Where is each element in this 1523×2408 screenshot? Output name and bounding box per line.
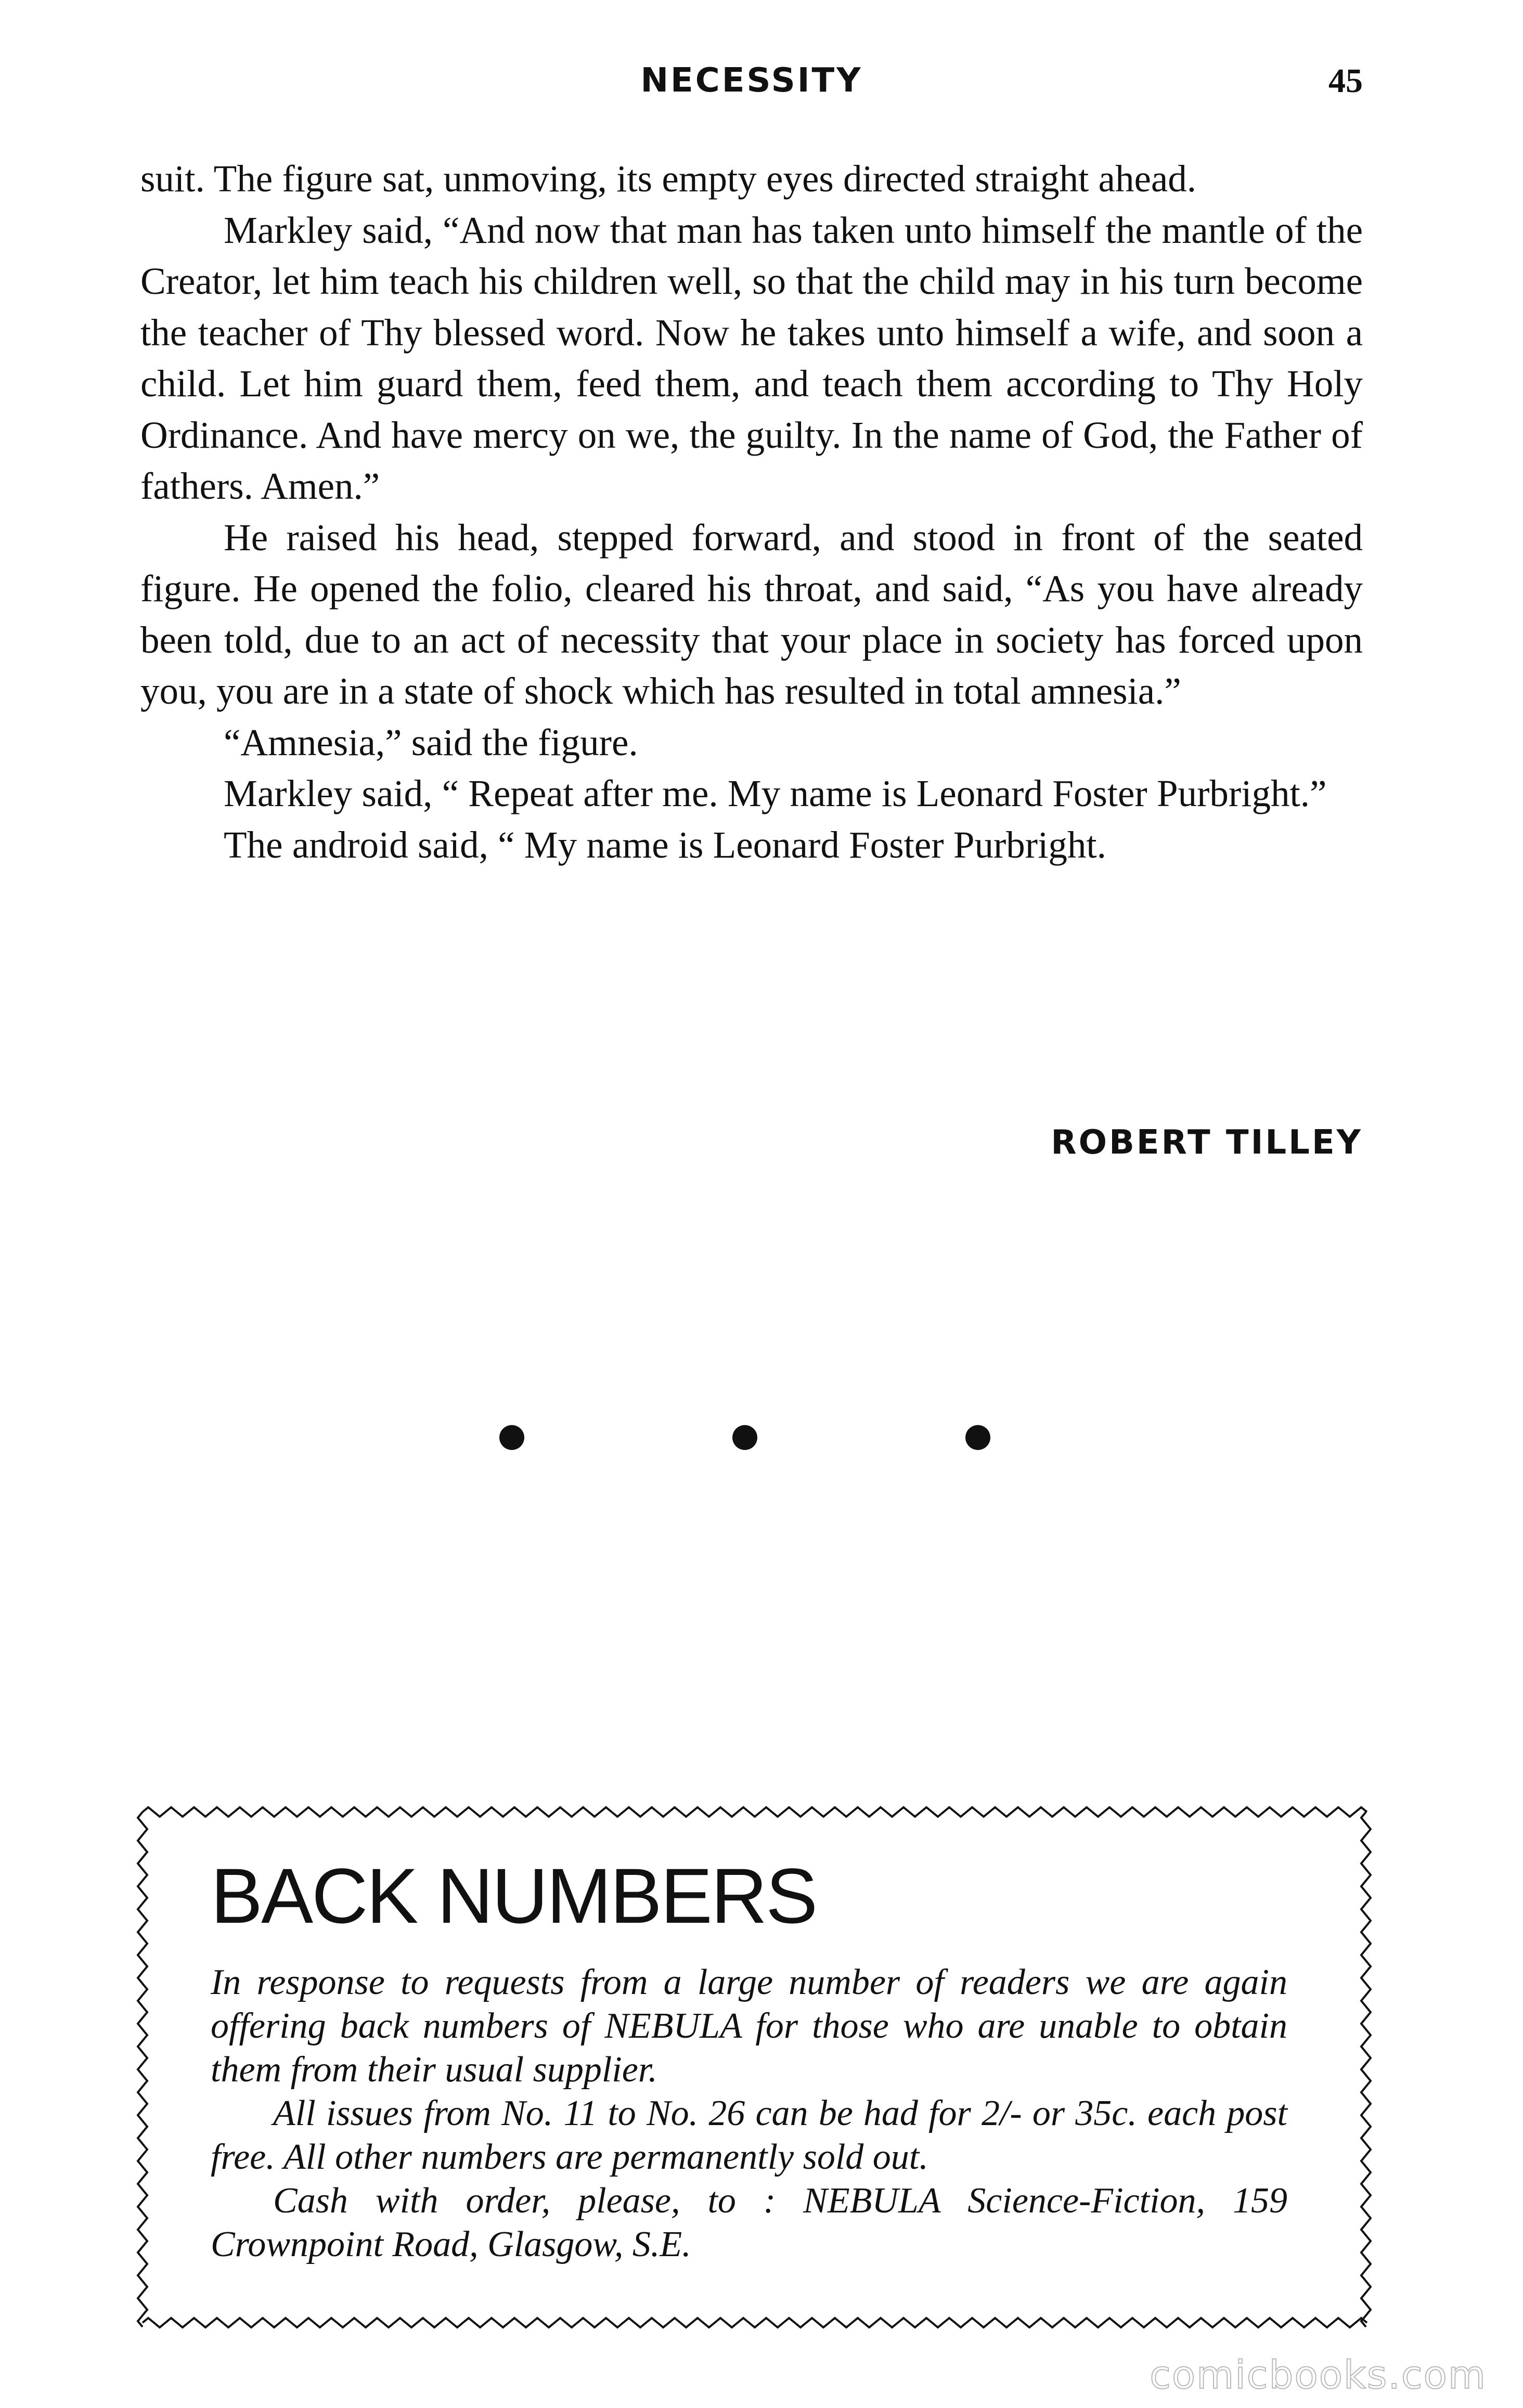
header-title: NECESSITY [640, 61, 863, 100]
story-paragraph: The android said, “ My name is Leonard Foster Purbright. [224, 823, 1106, 866]
ornament-dot [965, 1425, 990, 1450]
ad-body [211, 1961, 1287, 2267]
ad-paragraph: Cash with order, please, to : NEBULA Science-Fiction, 159 Crownpoint Road, Glasgow, S.E. [211, 2181, 1287, 2264]
author-byline: ROBERT TILLEY [1051, 1123, 1363, 1162]
ad-paragraph: In response to requests from a large number of readers we are again offering back numbers of NEBULA for those who are unable to obtain them from their usual supplier. [211, 1962, 1287, 2090]
ad-heading: BACK NUMBERS [211, 1852, 817, 1939]
ornament-dot [732, 1425, 757, 1450]
watermark: comicbooks.com [1150, 2353, 1487, 2398]
story-paragraph: “Amnesia,” said the figure. [224, 721, 638, 763]
back-numbers-advertisement [135, 1805, 1373, 2330]
ad-paragraph: All issues from No. 11 to No. 26 can be had for 2/- or 35c. each post free. All other numbers are permanently sold out. [211, 2093, 1287, 2177]
page-number: 45 [1328, 62, 1363, 100]
story-paragraph: He raised his head, stepped forward, and stood in front of the seated figure. He opened the folio, cleared his throat, and said, “As you have already been told, due to an act of necessity that your place in society has forced upon you, you are in a state of shock which has resulted in total amnesia.” [140, 516, 1363, 712]
ornament-dot [499, 1425, 524, 1450]
story-paragraph: Markley said, “And now that man has taken unto himself the mantle of the Creator, let him teach his children well, so that the child may in his turn become the teacher of Thy blessed word. Now he takes unto himself a wife, and soon a child. Let him guard them, feed them, and teach them according to Thy Holy Ordinance. And have mercy on we, the guilty. In the name of God, the Father of fathers. Amen.” [140, 209, 1363, 507]
story-text [140, 153, 1363, 871]
running-header [140, 61, 1363, 113]
story-paragraph: Markley said, “ Repeat after me. My name is Leonard Foster Purbright.” [224, 772, 1327, 814]
section-break-ornament [499, 1415, 999, 1456]
story-paragraph: suit. The figure sat, unmoving, its empty eyes directed straight ahead. [140, 158, 1196, 200]
